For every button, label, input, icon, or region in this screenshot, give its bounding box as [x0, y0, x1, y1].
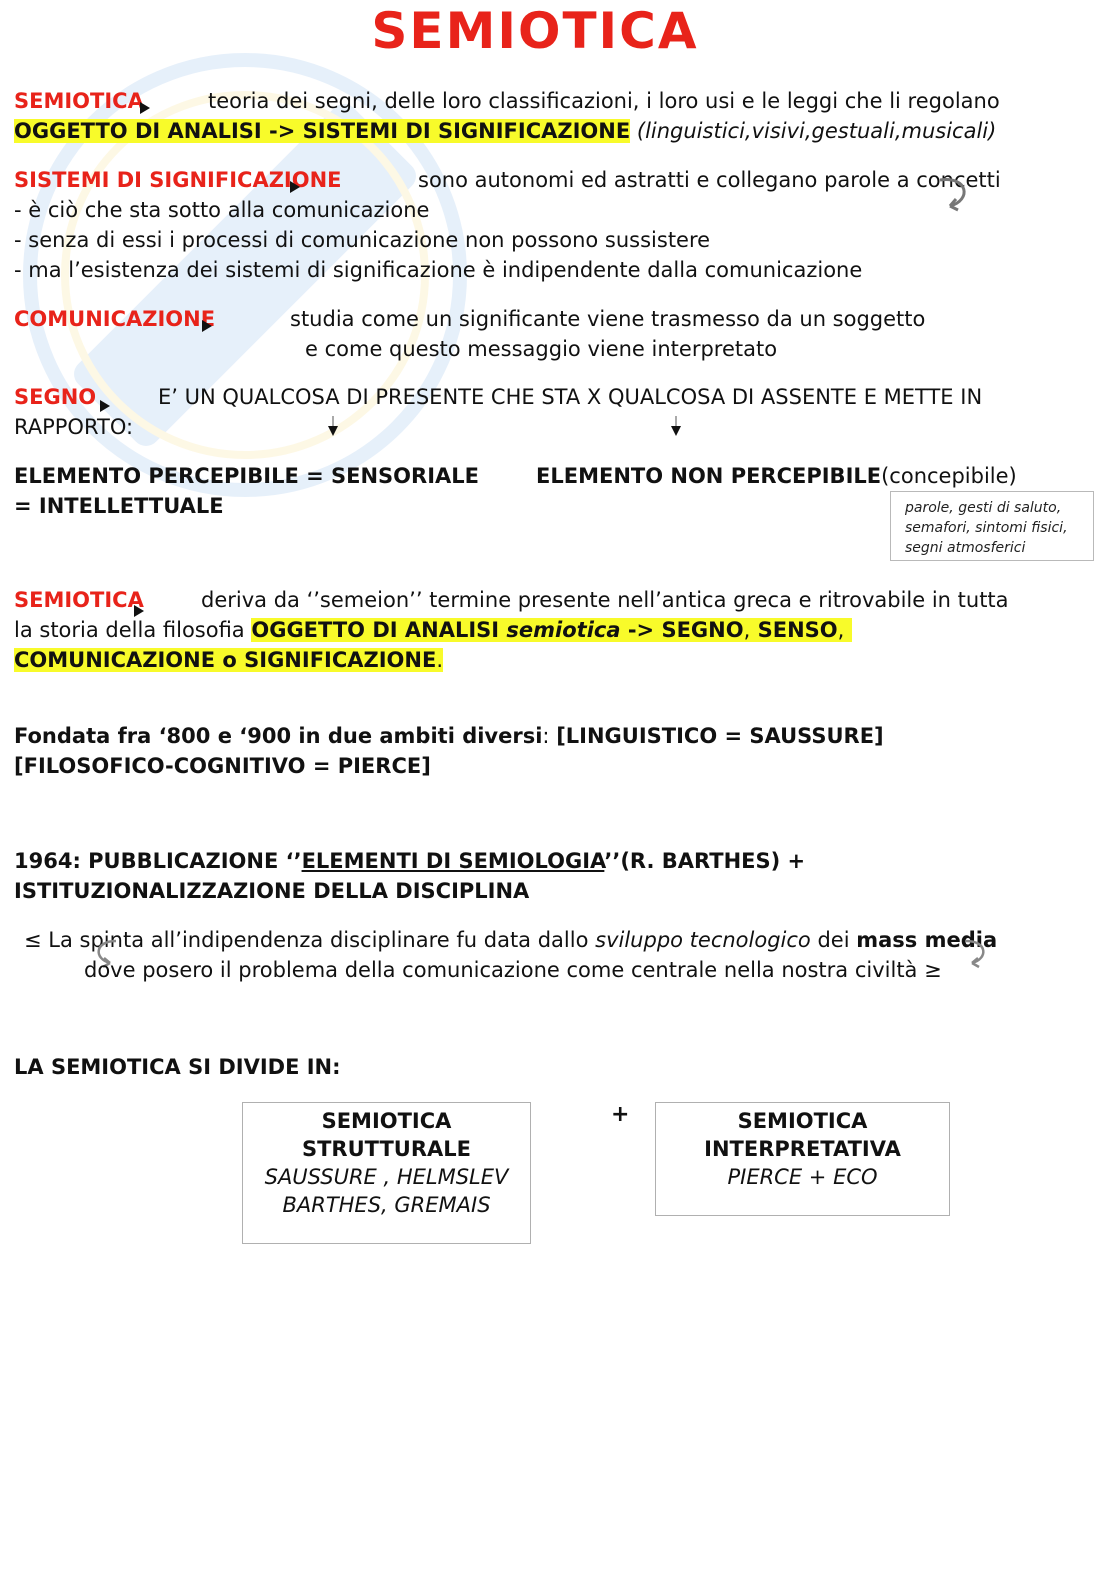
arrow-down-icon [669, 416, 683, 438]
term-segno: SEGNO [14, 385, 97, 409]
curved-arrow-icon [960, 937, 990, 969]
object-line [14, 116, 996, 146]
arrow-right-icon [140, 102, 150, 114]
pubblicazione-line-2: ISTITUZIONALIZZAZIONE DELLA DISCIPLINA [14, 879, 530, 903]
segno-line-2: RAPPORTO: [14, 415, 134, 439]
box-line: PIERCE + ECO [727, 1165, 878, 1189]
page-title: SEMIOTICA [371, 2, 699, 60]
segno-line-1: E’ UN QUALCOSA DI PRESENTE CHE STA X QUALCOSA DI ASSENTE E METTE IN [158, 385, 983, 409]
semiotica-definition: teoria dei segni, delle loro classificazioni, i loro usi e le leggi che li regolano [208, 89, 1000, 113]
semeion-highlight-2: COMUNICAZIONE o SIGNIFICAZIONE. [14, 648, 444, 672]
sistemi-definition: sono autonomi ed astratti e collegano parole a concetti [418, 168, 1001, 192]
pubblicazione-line-1: 1964: PUBBLICAZIONE ‘’ELEMENTI DI SEMIOLOGIA’’(R. BARTHES) + [14, 849, 806, 873]
non-percepibile-label: ELEMENTO NON PERCEPIBILE [536, 464, 882, 488]
note-line: segni atmosferici [905, 540, 1026, 556]
fondata-line-1: Fondata fra ‘800 e ‘900 in due ambiti diversi: [LINGUISTICO = SAUSSURE] [14, 724, 884, 748]
note-line: semafori, sintomi fisici, [905, 520, 1068, 536]
arrow-right-icon [290, 181, 300, 193]
semeion-plain: la storia della filosofia [14, 618, 245, 642]
object-highlight: OGGETTO DI ANALISI -> SISTEMI DI SIGNIFICAZIONE [14, 119, 631, 143]
box-line: SEMIOTICA [321, 1109, 452, 1133]
semeion-line-3 [14, 645, 443, 675]
book-title: ELEMENTI DI SEMIOLOGIA [301, 849, 605, 873]
fondata-line-2: [FILOSOFICO-COGNITIVO = PIERCE] [14, 754, 431, 778]
spinta-line-2: dove posero il problema della comunicazione come centrale nella nostra civiltà ≥ [84, 958, 942, 982]
plus-sign: + [611, 1102, 630, 1127]
box-strutturale [242, 1102, 531, 1244]
arrow-down-icon [326, 416, 340, 438]
term-comunicazione: COMUNICAZIONE [14, 307, 216, 331]
box-line: SEMIOTICA [737, 1109, 868, 1133]
term-semiotica-2: SEMIOTICA [14, 588, 144, 612]
intellettuale: = INTELLETTUALE [14, 494, 224, 518]
fondata-linguistico: [LINGUISTICO = SAUSSURE] [556, 724, 884, 748]
comunicazione-line-2: e come questo messaggio viene interpretato [305, 337, 778, 361]
elemento-percepibile: ELEMENTO PERCEPIBILE = SENSORIALE [14, 464, 479, 488]
semeion-line-1: deriva da ‘’semeion’’ termine presente nell’antica greca e ritrovabile in tutta [201, 588, 1009, 612]
box-line: STRUTTURALE [301, 1137, 471, 1161]
bullet-1: - è ciò che sta sotto alla comunicazione [14, 198, 430, 222]
fondata-bold: Fondata fra ‘800 e ‘900 in due ambiti diversi [14, 724, 543, 748]
arrow-right-icon [202, 320, 212, 332]
examples-note-box [890, 491, 1094, 561]
box-line: BARTHES, GREMAIS [282, 1193, 491, 1217]
semeion-line-2 [14, 615, 852, 645]
semeion-highlight: OGGETTO DI ANALISI semiotica -> SEGNO, SENSO, [251, 618, 851, 642]
term-sistemi: SISTEMI DI SIGNIFICAZIONE [14, 168, 342, 192]
arrow-right-icon [100, 400, 110, 412]
spinta-line-1: ≤ La spinta all’indipendenza disciplinare fu data dallo sviluppo tecnologico dei mass media [24, 928, 998, 952]
term-semiotica: SEMIOTICA [14, 89, 144, 113]
box-line: SAUSSURE , HELMSLEV [264, 1165, 509, 1189]
comunicazione-line-1: studia come un significante viene trasmesso da un soggetto [290, 307, 926, 331]
bullet-2: - senza di essi i processi di comunicazione non possono sussistere [14, 228, 711, 252]
divide-heading: LA SEMIOTICA SI DIVIDE IN: [14, 1055, 341, 1079]
object-tail: (linguistici,visivi,gestuali,musicali) [636, 119, 997, 143]
elemento-non-percepibile [536, 461, 1017, 491]
bullet-3: - ma l’esistenza dei sistemi di significazione è indipendente dalla comunicazione [14, 258, 863, 282]
note-line: parole, gesti di saluto, [905, 500, 1062, 516]
non-percepibile-note: (concepibile) [881, 464, 1017, 488]
box-interpretativa [655, 1102, 950, 1216]
box-line: INTERPRETATIVA [704, 1137, 901, 1161]
curved-arrow-icon [934, 172, 974, 216]
